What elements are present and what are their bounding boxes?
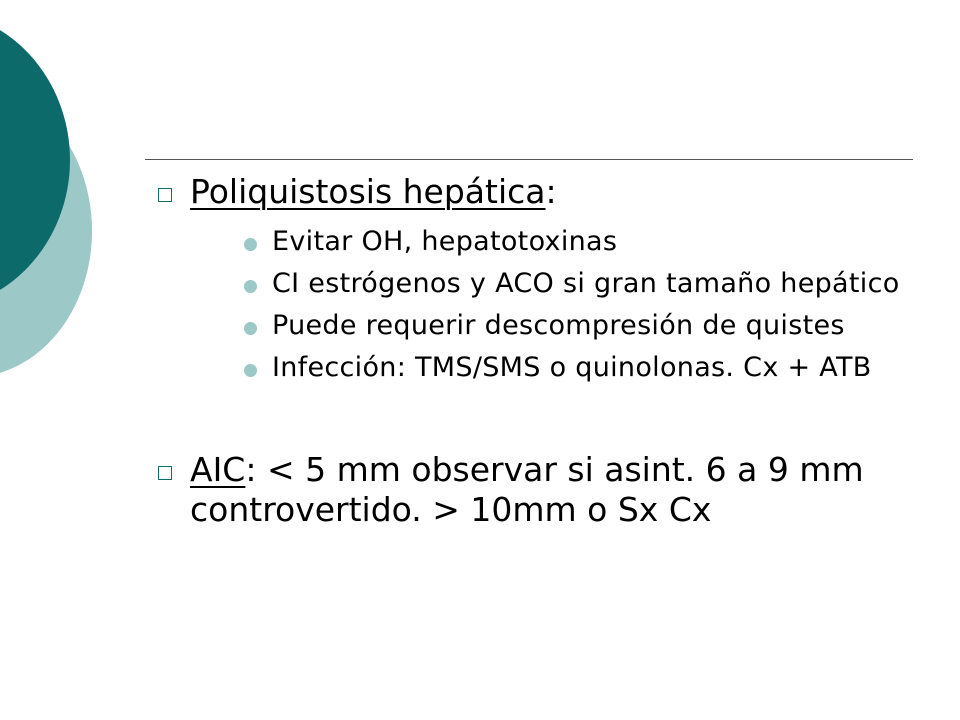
item-term: AIC [190,450,246,489]
sub-bullet-item [232,268,910,300]
dot-bullet-icon [244,322,257,335]
sub-bullet-item [232,310,910,342]
item-heading-suffix: : [545,172,557,211]
title-divider-line [145,159,913,160]
hollow-square-bullet-icon [158,466,172,480]
bullet-item-aic [150,450,910,530]
sub-bullet-item [232,352,910,384]
sub-bullet-item [232,226,910,258]
hollow-square-bullet-icon [158,188,172,202]
item-heading: Poliquistosis hepática [190,172,546,211]
item-body: : < 5 mm observar si asint. 6 a 9 mm controvertido. > 10mm o Sx Cx [190,450,864,529]
sub-bullet-text: CI estrógenos y ACO si gran tamaño hepático [272,268,900,299]
sub-bullet-text: Puede requerir descompresión de quistes [272,310,845,341]
sub-bullet-text: Infección: TMS/SMS o quinolonas. Cx + ATB [272,352,872,383]
sub-bullet-text: Evitar OH, hepatotoxinas [272,226,618,257]
sub-bullet-list [190,226,910,384]
item-text [190,450,910,530]
slide-body [150,172,910,530]
dot-bullet-icon [244,364,257,377]
dot-bullet-icon [244,280,257,293]
bullet-item-poliquistosis [150,172,910,384]
dot-bullet-icon [244,238,257,251]
